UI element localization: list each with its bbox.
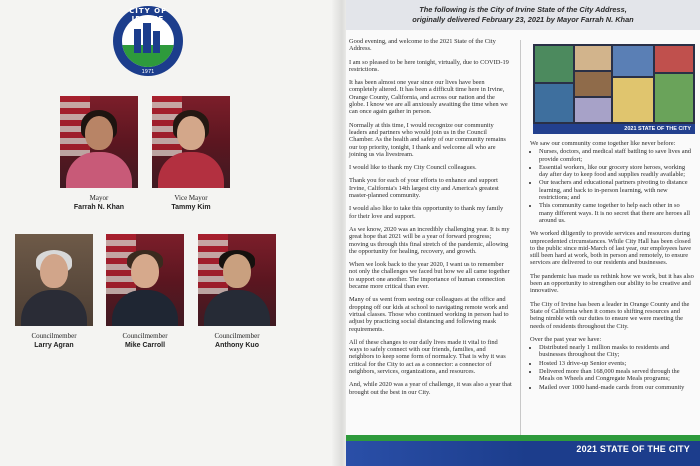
banner-line-2: originally delivered February 23, 2021 by Mayor Farrah N. Khan [412, 15, 634, 24]
agran-name: Larry Agran [34, 341, 74, 349]
mayor-title: Mayor [89, 194, 109, 202]
portrait-vice-mayor [152, 96, 230, 218]
accomplishments-list [530, 344, 694, 391]
carroll-photo [106, 234, 184, 326]
carroll-name: Mike Carroll [124, 341, 166, 349]
portrait-mayor [60, 96, 138, 218]
speech-paragraph: It has been almost one year since our lives have been completely altered. It has been a difficult time here in Irvine, Orange County, California, and across our nation and the globe. I know we are all anxiously awaiting the time when we can once again gather in person. [349, 79, 508, 116]
speech-paragraph: Good evening, and welcome to the 2021 State of the City Address. [349, 38, 496, 53]
list-item: • Essential workers, like our grocery store heroes, working day after day to keep food and supplies readily available; [539, 164, 694, 179]
speech-paragraph: As we know, 2020 was an incredibly challenging year. It is my great hope that 2021 will be a year of forward progress; moving us through this final stretch of the pandemic, allowing the opportunity for healing, recovery, and growth. [349, 225, 510, 255]
speech-paragraph: All of these changes to our daily lives made it vital to find ways to safely connect with our friends, families, and neighbors to keep some form of normalcy. That is why it was critical for the City to act as a connector: a connector of neighbors, services, organizations, and resources. [349, 338, 506, 375]
logo-building-3 [153, 31, 160, 53]
list-item: • Distributed nearly 1 million masks to residents and businesses throughout the City; [539, 344, 694, 359]
footer-wave [346, 441, 526, 466]
logo-building-1 [134, 29, 141, 53]
logo-building-2 [143, 23, 151, 53]
mayor-name: Farrah N. Khan [73, 203, 125, 211]
speech-paragraph: Many of us went from seeing our colleagues at the office and dropping off our kids at school to navigating remote work and virtual classes. Those who continued working in person had to adjust by practicing social distancing and following mask requirements. [349, 296, 509, 333]
list-item: • Our teachers and educational partners pivoting to distance learning, and back to in-person learning, with new restrictions; and [539, 179, 694, 201]
speech-paragraph: Thank you for each of your efforts to enhance and support Irvine, California's 14th largest city and America's greatest master-planned community. [349, 177, 499, 200]
vice-mayor-name: Tammy Kim [171, 203, 211, 211]
collage-photo [535, 46, 573, 82]
speech-paragraph: I would also like to take this opportunity to thank my family for their love and support. [349, 205, 504, 220]
city-logo [113, 6, 183, 76]
list-item: • Mailed over 1000 hand-made cards from our community [539, 384, 694, 391]
collage-caption: 2021 STATE OF THE CITY [533, 124, 695, 134]
portrait-councilmember-agran [15, 234, 93, 356]
collage-photo [575, 46, 611, 70]
collage-photo [613, 46, 653, 76]
collage-photo [655, 46, 693, 72]
kuo-photo [198, 234, 276, 326]
speech-paragraph: Over the past year we have: [530, 335, 602, 343]
speech-column-left [349, 38, 512, 402]
portrait-councilmember-kuo [198, 234, 276, 356]
agran-title: Councilmember [31, 332, 77, 340]
photo-collage [533, 44, 695, 134]
banner-line-1: The following is the City of Irvine State of the City Address, [419, 5, 627, 14]
list-item: • Nurses, doctors, and medical staff battling to save lives and provide comfort; [539, 148, 694, 163]
vice-mayor-caption [152, 194, 230, 212]
collage-photo [575, 98, 611, 122]
speech-paragraph: Normally at this time, I would recognize our community leaders and partners who would join us in the Council Chamber. As the health and safety of our community remains our top priority, tonight, I thank and welcome all who are joining us via livestream. [349, 121, 506, 158]
speech-paragraph: The City of Irvine has been a leader in Orange County and the State of California when it comes to shifting resources and being nimble with our duties to ensure we were meeting the needs of residents throughout the City. [530, 300, 690, 330]
speech-paragraph: We worked diligently to provide services and resources during unprecedented circumstances. While City Hall has been closed to the public since mid-March of last year, our employees have still been hard at work, both in person and remotely, to ensure services are delivered to our residents and businesses. [530, 230, 692, 267]
mayor-photo [60, 96, 138, 188]
kuo-caption [198, 332, 276, 350]
agran-caption [15, 332, 93, 350]
list-item: • Delivered more than 168,000 meals served through the Meals on Wheels and Congregate Meals programs; [539, 368, 694, 383]
speech-paragraph: And, while 2020 was a year of challenge, it was also a year that brought out the best in our City. [349, 381, 512, 396]
portrait-councilmember-carroll [106, 234, 184, 356]
carroll-caption [106, 332, 184, 350]
collage-photo [613, 78, 653, 122]
collage-photo [655, 74, 693, 122]
page-footer [346, 435, 700, 466]
kuo-name: Anthony Kuo [215, 341, 259, 349]
agran-photo [15, 234, 93, 326]
collage-photo [575, 72, 611, 96]
speech-column-right [530, 140, 694, 397]
speech-paragraph: I would like to thank my City Council colleagues. [349, 164, 477, 172]
intro-banner [346, 0, 700, 30]
kuo-title: Councilmember [214, 332, 260, 340]
footer-title: 2021 STATE OF THE CITY [576, 444, 690, 454]
speech-paragraph: When we look back to the year 2020, I want us to remember not only the challenges we faced but how we all came together to support one another. The importance of human connection became more critical than ever. [349, 261, 510, 291]
speech-paragraph: We saw our community come together like never before: [530, 140, 676, 147]
list-item: • Hosted 13 drive-up Senior events; [539, 360, 694, 367]
community-list [530, 148, 694, 224]
speech-paragraph: The pandemic has made us rethink how we work, but it has also been an opportunity to strengthen our ability to be creative and innovative. [530, 272, 694, 295]
column-divider [520, 40, 521, 440]
list-item: • This community came together to help each other in so many different ways. It is no secret that there are heroes all around us. [539, 202, 694, 224]
vice-mayor-title: Vice Mayor [174, 194, 208, 202]
carroll-title: Councilmember [122, 332, 168, 340]
collage-photo [535, 84, 573, 122]
logo-year: 1971 [141, 69, 155, 75]
speech-paragraph: I am so pleased to be here tonight, virtually, due to COVID-19 restrictions. [349, 58, 509, 73]
logo-text: CITY OF IRVINE [129, 7, 167, 23]
mayor-caption [60, 194, 138, 212]
vice-mayor-photo [152, 96, 230, 188]
